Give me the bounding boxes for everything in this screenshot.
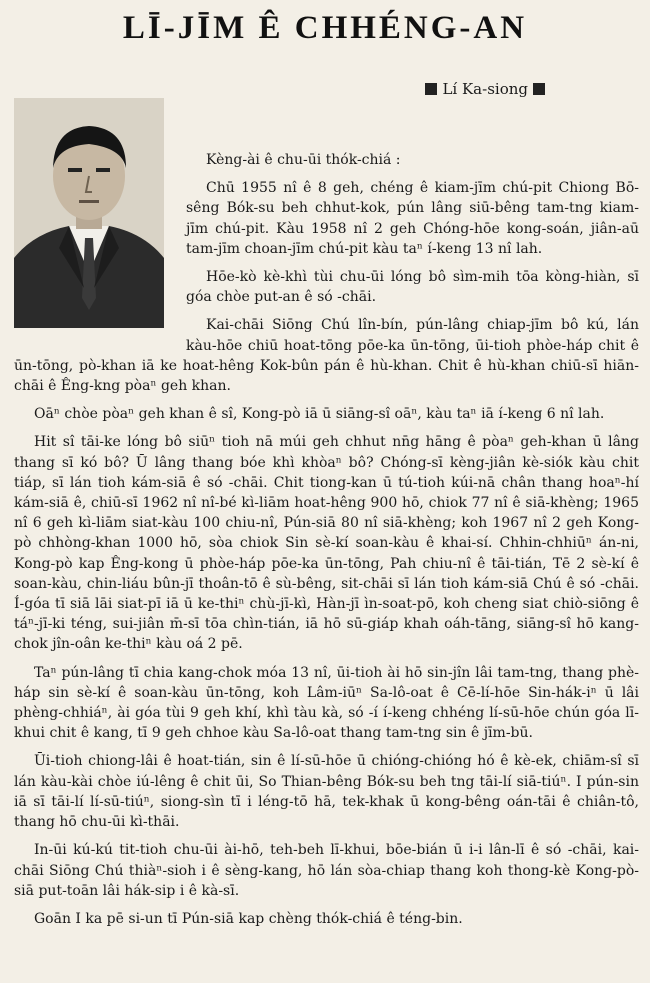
- author-name: Lí Ka-siong: [442, 80, 528, 98]
- photo-space: [14, 150, 186, 346]
- paragraph: Hit sî tāi-ke lóng bô siūⁿ tioh nā múi geh chhut nn̄g hāng ê pòaⁿ geh-khan ū lâng thang sī kó bô? Ū lâng thang bóe khì khòaⁿ bô? Chóng-sī kèng-jiân kè-siók kàu chit tiáp, sī lán tioh kám-siā ê só -chāi. Chit tiong-kan ū tú-tioh kúi-nā chân thang hoaⁿ-hí kám-siā ê, chiū-sī 1962 nî nî-bé kì-liām hoat-hêng 900 hō, chiok 77 nî ê siā-khèng; 1965 nî 6 geh kì-liām siat-kàu 100 chiu-nî, Pún-siā 80 nî siā-khèng; koh 1967 nî 2 geh Kong-pò chhòng-khan 1000 hō, sòa chiok Sin sè-kí soan-kàu ê khai-sí. Chhin-chhiūⁿ án-ni, Kong-pò kap Êng-kong ū phòe-háp pōe-ka ūn-tōng, Pah chiu-nî ê tāi-tián, Tē 2 sè-kí ê soan-kàu, chin-liáu bûn-jī thoân-tō ê sù-bêng, sit-chāi sī lán tioh kám-siā Chú ê só -chāi. Í-góa tī siā lāi siat-pī iā ū ke-thiⁿ chù-jī-kì, Hàn-jī ìn-soat-pō, koh cheng siat chiò-siōng ê táⁿ-jī-ki téng, sui-jiân m̄-sī tōa chìn-tián, iā hō sū-giáp khah oáh-tāng, siāng-sî hō kang-chok jîn-oân ke-thiⁿ kàu oá 2 pē.: [14, 434, 639, 653]
- paragraph: Taⁿ pún-lâng tī chia kang-chok móa 13 nî, ūi-tioh ài hō sin-jîn lâi tam-tng, thang phè-háp sin sè-kí ê soan-kàu ūn-tōng, koh Lâm-iūⁿ Sa-lô-oat ê Cē-lí-hōe Sin-hák-iⁿ ū lâi phèng-chhiáⁿ, ài góa tùi 9 geh khí, khì tàu kà, só -í í-keng chhéng lí-sū-hōe chún góa lī-khui chit ê kang, tī 9 geh chhoe kàu Sa-lô-oat thang tam-tng sin ê jīm-bū.: [14, 664, 639, 742]
- paragraph: Goān I ka pē si-un tī Pún-siā kap chèng thók-chiá ê téng-bin.: [34, 910, 463, 927]
- square-bullet-icon: [425, 83, 437, 95]
- byline: [425, 80, 545, 98]
- paragraph: Ūi-tioh chiong-lâi ê hoat-tián, sin ê lí-sū-hōe ū chióng-chióng hó ê kè-ek, chiām-sî sī lán kàu-kài chòe iú-lêng ê chit ūi, So Thian-bêng Bók-su beh tng tāi-lí siā-tiúⁿ. I pún-sin iā sī tāi-lí lí-sū-tiúⁿ, siong-sìn tī i léng-tō hā, tek-khak ū kong-bêng oán-tāi ê chiân-tô, thang hō chu-ūi kì-thāi.: [14, 753, 639, 831]
- article-body: [14, 150, 639, 937]
- salutation: Kèng-ài ê chu-ūi thók-chiá :: [206, 152, 401, 168]
- article-title: LĪ-JĪM Ê CHHÉNG-AN: [122, 10, 528, 46]
- paragraph: In-ūi kú-kú tit-tioh chu-ūi ài-hō, teh-beh lī-khui, bōe-bián ū i-i lân-lī ê só -chāi, kai-chāi Siōng Chú thiàⁿ-sioh i ê sèng-kang, hō lán sòa-chiap thang koh thong-kè Kong-pò-siā put-toān lâi hák-sip i ê kà-sī.: [14, 842, 639, 899]
- square-bullet-icon: [533, 83, 545, 95]
- paragraph: Chū 1955 nî ê 8 geh, chéng ê kiam-jīm chú-pit Chiong Bō-sêng Bók-su beh chhut-kok, pún lâng siū-bêng tam-tng kiam-jīm chú-pit. Kàu 1958 nî 2 geh Chóng-hōe kong-soán, jiân-aū tam-jīm chοan-jīm chú-pit kàu taⁿ í-keng 13 nî lah.: [186, 180, 639, 257]
- paragraph: Hōe-kò kè-khì tùi chu-ūi lóng bô sìm-mih tōa kòng-hiàn, sī góa chòe put-an ê só -chāi.: [186, 269, 639, 306]
- paragraph: Oāⁿ chòe pòaⁿ geh khan ê sî, Kong-pò iā ū siāng-sî oāⁿ, kàu taⁿ iā í-keng 6 nî lah.: [34, 406, 605, 423]
- paragraph: Kai-chāi Siōng Chú lîn-bín, pún-lâng chiap-jīm bô kú, lán kàu-hōe chiū hoat-tōng pōe-ka ūn-tōng, ūi-tioh phòe-háp chit ê ūn-tōng, pò-khan iā ke hoat-hêng Kok-bûn pán ê hù-khan. Chit ê hù-khan chiū-sī hiān-chāi ê Êng-kng pòaⁿ geh khan.: [14, 317, 639, 395]
